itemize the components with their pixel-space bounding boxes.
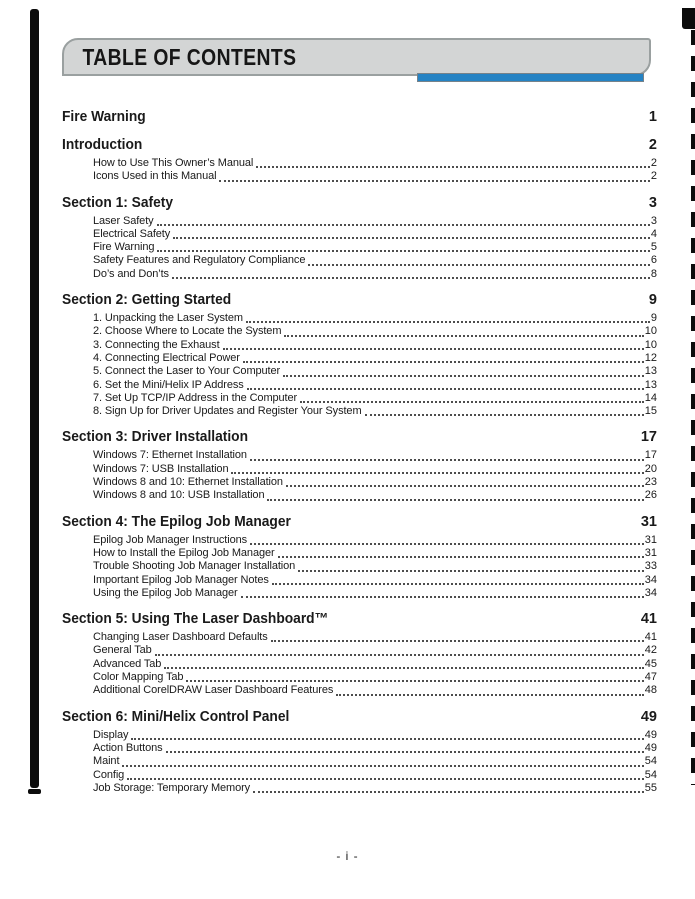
toc-entry-label: Windows 8 and 10: Ethernet Installation bbox=[93, 476, 283, 489]
toc-dot-leader bbox=[157, 224, 650, 226]
toc-entry-row bbox=[62, 449, 657, 462]
toc-dot-leader bbox=[336, 694, 643, 696]
toc-entry-label: Windows 7: Ethernet Installation bbox=[93, 449, 247, 462]
toc-dot-leader bbox=[308, 264, 650, 266]
toc-entry-row bbox=[62, 379, 657, 392]
toc-entry-label: Laser Safety bbox=[93, 214, 154, 227]
toc-dot-leader bbox=[166, 751, 644, 753]
toc-section bbox=[62, 194, 657, 281]
toc-entry-page-number: 31 bbox=[644, 533, 657, 546]
toc-entry-page-number: 13 bbox=[644, 378, 657, 391]
scan-artifact-left-bar bbox=[30, 9, 39, 788]
toc-entry-page-number: 6 bbox=[650, 254, 657, 267]
toc-section-page-number: 41 bbox=[640, 611, 657, 628]
toc-entry-row bbox=[62, 547, 657, 560]
toc-entry-label: Color Mapping Tab bbox=[93, 671, 184, 684]
toc-dot-leader bbox=[223, 348, 644, 350]
toc-section-page-number: 49 bbox=[640, 708, 657, 725]
toc-section-title: Section 1: Safety bbox=[62, 194, 174, 211]
toc-dot-leader bbox=[122, 765, 643, 767]
toc-dot-leader bbox=[298, 570, 644, 572]
toc-dot-leader bbox=[253, 791, 644, 793]
toc-dot-leader bbox=[272, 583, 644, 585]
toc-entry-page-number: 10 bbox=[644, 325, 657, 338]
toc-entry-label: Display bbox=[93, 728, 129, 741]
toc-entry-row bbox=[62, 729, 657, 742]
toc-entry-page-number: 23 bbox=[644, 476, 657, 489]
toc-entry-label: Using the Epilog Job Manager bbox=[93, 586, 238, 599]
toc-entry-row bbox=[62, 228, 657, 241]
toc-entry-label: 8. Sign Up for Driver Updates and Register Your System bbox=[93, 405, 362, 418]
toc-entry-page-number: 41 bbox=[644, 631, 657, 644]
toc-entry-label: Electrical Safety bbox=[93, 227, 171, 240]
toc-entry-label: Important Epilog Job Manager Notes bbox=[93, 573, 269, 586]
toc-list bbox=[62, 108, 657, 795]
toc-section-header bbox=[62, 291, 657, 309]
toc-entry-page-number: 2 bbox=[650, 170, 657, 183]
toc-section-header bbox=[62, 513, 657, 531]
toc-entry-row bbox=[62, 215, 657, 228]
toc-section-title: Section 5: Using The Laser Dashboard™ bbox=[62, 611, 329, 628]
toc-section-page-number: 1 bbox=[648, 109, 657, 125]
toc-entry-label: Config bbox=[93, 768, 125, 781]
page-title: TABLE OF CONTENTS bbox=[82, 44, 297, 70]
toc-entry-page-number: 8 bbox=[650, 267, 657, 280]
toc-dot-leader bbox=[271, 640, 644, 642]
toc-section bbox=[62, 610, 657, 697]
toc-entry-page-number: 13 bbox=[644, 365, 657, 378]
toc-entry-label: General Tab bbox=[93, 644, 152, 657]
toc-entry-page-number: 48 bbox=[644, 684, 657, 697]
toc-entry-page-number: 17 bbox=[644, 449, 657, 462]
toc-entry-page-number: 3 bbox=[650, 214, 657, 227]
toc-entry-label: Safety Features and Regulatory Compliance bbox=[93, 254, 306, 267]
toc-section-page-number: 17 bbox=[640, 429, 657, 446]
toc-entry-row bbox=[62, 644, 657, 657]
toc-entry-row bbox=[62, 268, 657, 281]
toc-entry-label: Windows 8 and 10: USB Installation bbox=[93, 489, 265, 502]
toc-entry-row bbox=[62, 658, 657, 671]
toc-entry-label: 3. Connecting the Exhaust bbox=[93, 338, 220, 351]
toc-entry-page-number: 33 bbox=[644, 560, 657, 573]
toc-entry-row bbox=[62, 534, 657, 547]
toc-entry-page-number: 15 bbox=[644, 405, 657, 418]
toc-dot-leader bbox=[286, 485, 644, 487]
toc-entry-page-number: 54 bbox=[644, 768, 657, 781]
toc-entry-page-number: 42 bbox=[644, 644, 657, 657]
toc-dot-leader bbox=[246, 321, 650, 323]
toc-entry-label: How to Install the Epilog Job Manager bbox=[93, 546, 275, 559]
toc-entry-row bbox=[62, 312, 657, 325]
toc-entry-row bbox=[62, 574, 657, 587]
toc-section-header bbox=[62, 136, 657, 154]
toc-entry-label: Changing Laser Dashboard Defaults bbox=[93, 631, 268, 644]
toc-dot-leader bbox=[172, 277, 650, 279]
toc-entry-page-number: 2 bbox=[650, 157, 657, 169]
toc-section-page-number: 9 bbox=[648, 292, 657, 309]
toc-entry-page-number: 49 bbox=[644, 728, 657, 741]
toc-dot-leader bbox=[250, 459, 644, 461]
toc-section-title: Section 2: Getting Started bbox=[62, 292, 232, 309]
toc-entry-page-number: 12 bbox=[644, 351, 657, 364]
toc-section-title: Section 4: The Epilog Job Manager bbox=[62, 513, 291, 530]
header-accent-bar bbox=[417, 73, 644, 82]
toc-dot-leader bbox=[186, 680, 643, 682]
toc-entry-row bbox=[62, 782, 657, 795]
toc-section-title: Introduction bbox=[62, 137, 143, 153]
toc-dot-leader bbox=[131, 738, 643, 740]
toc-dot-leader bbox=[278, 556, 644, 558]
toc-entry-label: How to Use This Owner’s Manual bbox=[93, 157, 254, 169]
toc-dot-leader bbox=[219, 180, 649, 182]
toc-entry-row bbox=[62, 463, 657, 476]
toc-dot-leader bbox=[256, 166, 650, 168]
toc-entry-label: Windows 7: USB Installation bbox=[93, 462, 229, 475]
toc-dot-leader bbox=[173, 237, 650, 239]
toc-section-title: Fire Warning bbox=[62, 109, 146, 125]
toc-section-page-number: 3 bbox=[648, 194, 657, 211]
toc-entry-row bbox=[62, 325, 657, 338]
toc-dot-leader bbox=[231, 472, 643, 474]
toc-header-banner bbox=[62, 38, 651, 76]
toc-entry-page-number: 54 bbox=[644, 755, 657, 768]
toc-section-header bbox=[62, 610, 657, 628]
toc-entry-page-number: 20 bbox=[644, 462, 657, 475]
toc-entry-page-number: 9 bbox=[650, 312, 657, 325]
toc-dot-leader bbox=[300, 401, 644, 403]
toc-dot-leader bbox=[247, 388, 644, 390]
toc-entry-row bbox=[62, 405, 657, 418]
scan-artifact-bottom-left bbox=[28, 789, 41, 794]
toc-entry-label: Trouble Shooting Job Manager Installation bbox=[93, 560, 296, 573]
toc-entry-row bbox=[62, 631, 657, 644]
toc-dot-leader bbox=[241, 596, 644, 598]
toc-section bbox=[62, 708, 657, 795]
toc-section-header bbox=[62, 108, 657, 126]
toc-entry-page-number: 49 bbox=[644, 741, 657, 754]
toc-entry-label: Advanced Tab bbox=[93, 657, 162, 670]
toc-entry-label: 1. Unpacking the Laser System bbox=[93, 312, 243, 325]
scan-artifact-right-edge bbox=[691, 30, 695, 785]
toc-dot-leader bbox=[243, 361, 644, 363]
toc-section-title: Section 6: Mini/Helix Control Panel bbox=[62, 708, 290, 725]
toc-section-page-number: 2 bbox=[648, 137, 657, 153]
toc-entry-label: Epilog Job Manager Instructions bbox=[93, 533, 248, 546]
toc-dot-leader bbox=[283, 375, 644, 377]
toc-entry-page-number: 47 bbox=[644, 671, 657, 684]
toc-section-page-number: 31 bbox=[640, 513, 657, 530]
toc-entry-page-number: 14 bbox=[644, 391, 657, 404]
toc-entry-row bbox=[62, 560, 657, 573]
toc-dot-leader bbox=[250, 543, 644, 545]
toc-entry-row bbox=[62, 339, 657, 352]
toc-section bbox=[62, 513, 657, 600]
toc-entry-label: 4. Connecting Electrical Power bbox=[93, 351, 240, 364]
toc-entry-row bbox=[62, 365, 657, 378]
toc-entry-row bbox=[62, 476, 657, 489]
toc-entry-page-number: 4 bbox=[650, 227, 657, 240]
toc-entry-page-number: 31 bbox=[644, 546, 657, 559]
toc-entry-page-number: 5 bbox=[650, 241, 657, 254]
toc-entry-page-number: 55 bbox=[644, 781, 657, 794]
toc-entry-row bbox=[62, 157, 657, 170]
toc-dot-leader bbox=[284, 335, 643, 337]
toc-section bbox=[62, 428, 657, 502]
toc-section-header bbox=[62, 428, 657, 446]
toc-entry-row bbox=[62, 684, 657, 697]
toc-entry-label: 6. Set the Mini/Helix IP Address bbox=[93, 378, 244, 391]
toc-entry-row bbox=[62, 392, 657, 405]
toc-entry-page-number: 10 bbox=[644, 338, 657, 351]
toc-entry-label: 5. Connect the Laser to Your Computer bbox=[93, 365, 281, 378]
page-number-footer: - i - bbox=[336, 849, 359, 863]
toc-entry-page-number: 45 bbox=[644, 657, 657, 670]
toc-entry-row bbox=[62, 769, 657, 782]
toc-entry-label: 7. Set Up TCP/IP Address in the Computer bbox=[93, 391, 298, 404]
toc-entry-label: Maint bbox=[93, 755, 120, 768]
toc-section-header bbox=[62, 708, 657, 726]
toc-entry-row bbox=[62, 352, 657, 365]
toc-entry-label: Action Buttons bbox=[93, 741, 163, 754]
toc-entry-label: Icons Used in this Manual bbox=[93, 170, 217, 183]
toc-entry-row bbox=[62, 170, 657, 183]
toc-entry-row bbox=[62, 254, 657, 267]
toc-dot-leader bbox=[365, 414, 644, 416]
toc-dot-leader bbox=[267, 499, 643, 501]
toc-entry-label: Additional CorelDRAW Laser Dashboard Features bbox=[93, 684, 334, 697]
toc-dot-leader bbox=[164, 667, 643, 669]
toc-entry-row bbox=[62, 489, 657, 502]
toc-entry-label: Do’s and Don’ts bbox=[93, 267, 169, 280]
toc-entry-page-number: 34 bbox=[644, 586, 657, 599]
toc-entry-row bbox=[62, 671, 657, 684]
toc-section bbox=[62, 291, 657, 418]
toc-dot-leader bbox=[127, 778, 644, 780]
toc-entry-label: Fire Warning bbox=[93, 241, 155, 254]
toc-entry-row bbox=[62, 241, 657, 254]
scan-artifact-top-right bbox=[682, 8, 695, 29]
toc-dot-leader bbox=[155, 654, 644, 656]
toc-entry-row bbox=[62, 587, 657, 600]
toc-entry-label: Job Storage: Temporary Memory bbox=[93, 781, 251, 794]
toc-dot-leader bbox=[157, 250, 650, 252]
toc-section-header bbox=[62, 194, 657, 212]
toc-section-title: Section 3: Driver Installation bbox=[62, 429, 249, 446]
toc-entry-row bbox=[62, 755, 657, 768]
toc-entry-label: 2. Choose Where to Locate the System bbox=[93, 325, 282, 338]
toc-section bbox=[62, 108, 657, 126]
toc-entry-page-number: 34 bbox=[644, 573, 657, 586]
toc-entry-page-number: 26 bbox=[644, 489, 657, 502]
toc-entry-row bbox=[62, 742, 657, 755]
toc-section bbox=[62, 136, 657, 184]
